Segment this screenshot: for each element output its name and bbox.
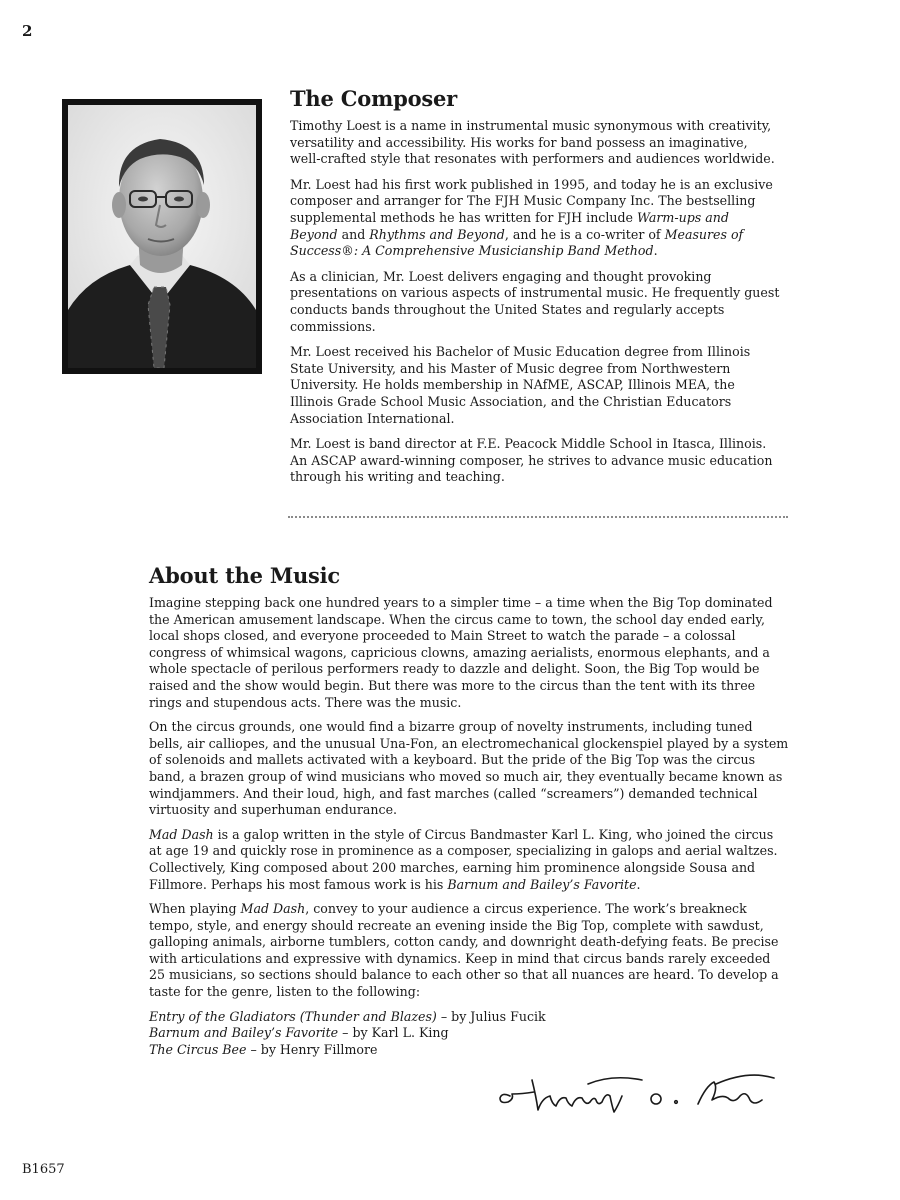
signature — [492, 1066, 782, 1126]
catalog-number: B1657 — [22, 1162, 65, 1177]
composer-paragraph-4: Mr. Loest received his Bachelor of Music Education degree from Illinois State University, and his Master of Music degree from Northwestern University. He holds membership in NAfME, ASCAP, Illinois MEA, the Illinois Grade School Music Association, and the Christian Educators Association International. — [290, 344, 751, 426]
composer-paragraph-2: Mr. Loest had his first work published in 1995, and today he is an exclusive composer and arranger for The FJH Music Company Inc. The bestselling supplemental methods he has written for FJH include Warm-ups and Beyond and Rhythms and Beyond, and he is a co-writer of Measures of Success®: A Comprehensive Musicianship Band Method. — [290, 176, 773, 259]
list-item: Entry of the Gladiators (Thunder and Blazes) – by Julius Fucik — [149, 1008, 546, 1024]
about-paragraph-3: Mad Dash is a galop written in the style of Circus Bandmaster Karl L. King, who joined the circus at age 19 and quickly rose in prominence as a composer, specializing in galops and aerial waltzes. Collectively, King composed about 200 marches, earning him prominence alongside Sousa and Fillmore. Perhaps his most famous work is his Barnum and Bailey’s Favorite. — [149, 826, 778, 892]
listening-list — [149, 1009, 789, 1059]
list-item: The Circus Bee – by Henry Fillmore — [149, 1041, 378, 1057]
composer-paragraph-3: As a clinician, Mr. Loest delivers engaging and thought provoking presentations on various aspects of instrumental music. He frequently guest conducts bands throughout the United States and regularly accepts commissions. — [290, 268, 780, 334]
list-item: Barnum and Bailey’s Favorite – by Karl L. King — [149, 1025, 449, 1041]
about-section — [149, 563, 789, 1058]
section-divider — [288, 516, 788, 518]
about-paragraph-4: When playing Mad Dash, convey to your audience a circus experience. The work’s breakneck tempo, style, and energy should recreate an evening inside the Big Top, complete with sawdust, galloping animals, airborne tumblers, cotton candy, and downright death-defying feats. Be precise with articulations and expressive with dynamics. Keep in mind that circus bands rarely exceeded 25 musicians, so sections should balance to each other so that all nuances are heard. To develop a taste for the genre, listen to the following: — [149, 901, 779, 1000]
composer-section — [290, 86, 780, 495]
signature-image — [492, 1066, 782, 1126]
about-paragraph-1: Imagine stepping back one hundred years to a simpler time – a time when the Big Top dominated the American amusement landscape. When the circus came to town, the school day ended early, local shops closed, and everyone proceeded to Main Street to watch the parade – a colossal congress of whimsical wagons, capricious clowns, amazing aerialists, enormous elephants, and a whole spectacle of perilous performers ready to dazzle and delight. Soon, the Big Top would be raised and the show would begin. But there was more to the circus than the tent with its three rings and stupendous acts. There was the music. — [149, 595, 773, 710]
about-paragraph-2: On the circus grounds, one would find a bizarre group of novelty instruments, including tuned bells, air calliopes, and the unusual Una-Fon, an electromechanical glockenspiel played by a system of solenoids and mallets activated with a keyboard. But the pride of the Big Top was the circus band, a brazen group of wind musicians who moved so much air, they eventually became known as windjammers. And their loud, high, and fast marches (called “screamers”) demanded technical virtuosity and superhuman endurance. — [149, 719, 789, 818]
composer-photo — [62, 99, 262, 374]
about-heading: About the Music — [149, 563, 341, 588]
composer-paragraph-5: Mr. Loest is band director at F.E. Peacock Middle School in Itasca, Illinois. An ASCAP award-winning composer, he strives to advance music education through his writing and teaching. — [290, 436, 773, 485]
composer-heading: The Composer — [290, 86, 458, 111]
composer-paragraph-1: Timothy Loest is a name in instrumental music synonymous with creativity, versatility and accessibility. His works for band possess an imaginative, well-crafted style that resonates with performers and audiences worldwide. — [290, 118, 775, 167]
portrait-image — [68, 105, 256, 368]
page-number: 2 — [22, 22, 33, 40]
